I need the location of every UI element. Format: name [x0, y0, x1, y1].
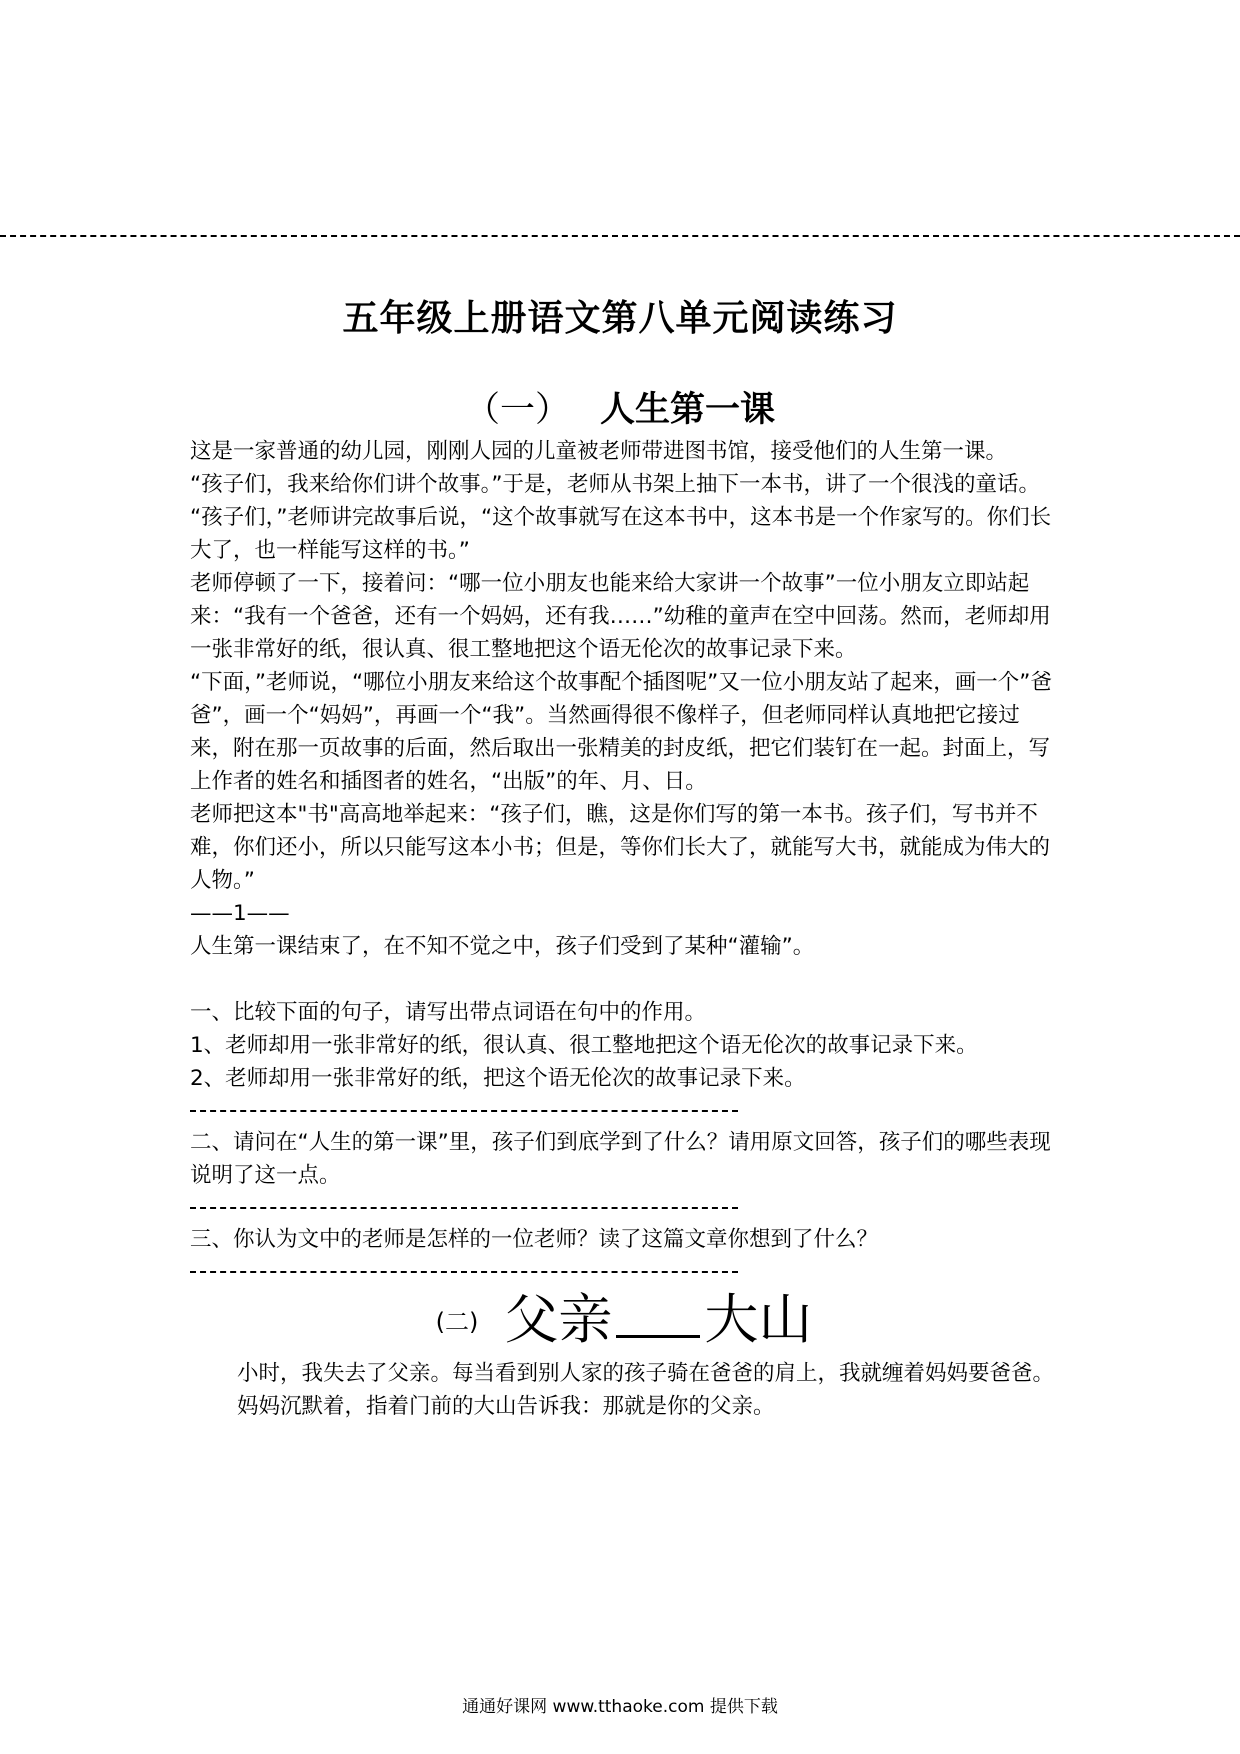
section1-heading [0, 382, 1240, 432]
question2: 二、请问在“人生的第一课”里，孩子们到底学到了什么？请用原文回答，孩子们的哪些表现说明了这一点。 [190, 1130, 1051, 1188]
answer-line [190, 1271, 738, 1273]
section1-closing: 人生第一课结束了，在不知不觉之中，孩子们受到了某种“灌输”。 [190, 934, 815, 959]
blank-line [190, 963, 1058, 996]
section2-paragraph: 小时，我失去了父亲。每当看到别人家的孩子骑在爸爸的肩上，我就缠着妈妈要爸爸。 [237, 1361, 1055, 1386]
section2-heading [190, 1287, 1058, 1353]
question1-sentence-1: 1、老师却用一张非常好的纸，很认真、很工整地把这个语无伦次的故事记录下来。 [190, 1033, 978, 1058]
question3: 三、你认为文中的老师是怎样的一位老师？读了这篇文章你想到了什么？ [190, 1227, 879, 1252]
section1-paragraph: 老师把这本"书"高高地举起来：“孩子们，瞧，这是你们写的第一本书。孩子们，写书并不难，你们还小，所以只能写这本小书；但是，等你们长大了，就能写大书，就能成为伟大的人物。” [190, 802, 1051, 893]
section1-name: 人生第一课 [600, 390, 776, 430]
section1-paragraph: “孩子们，”老师讲完故事后说，“这个故事就写在这本书中，这本书是一个作家写的。你们长大了，也一样能写这样的书。” [190, 505, 1052, 563]
section1-paragraph: “下面，”老师说，“哪位小朋友来给这个故事配个插图呢”又一位小朋友站了起来，画一个”爸爸”，画一个“妈妈”，再画一个“我”。当然画得很不像样子，但老师同样认真地把它接过来，附在那一页故事的后面，然后取出一张精美的封皮纸，把它们装钉在一起。封面上，写上作者的姓名和插图者的姓名，“出版”的年、月、日。 [190, 670, 1052, 794]
answer-line [190, 1207, 738, 1209]
title-blank-line [616, 1325, 700, 1338]
section1-paragraph: “孩子们，我来给你们讲个故事。”于是，老师从书架上抽下一本书，讲了一个很浅的童话。 [190, 472, 1041, 497]
footer-watermark: 通通好课网 www.tthaoke.com 提供下载 [462, 1697, 778, 1717]
section1-number: （一） [464, 390, 570, 430]
top-dashed-rule [0, 235, 1240, 237]
answer-line [190, 1110, 738, 1112]
question1-sentence-2: 2、老师却用一张非常好的纸，把这个语无伦次的故事记录下来。 [190, 1066, 806, 1091]
section2-title-part1: 父亲 [504, 1288, 613, 1351]
question1-prompt: 一、比较下面的句子，请写出带点词语在句中的作用。 [190, 1000, 707, 1025]
page-marker: ——1—— [190, 901, 290, 926]
document-body [190, 435, 1058, 1423]
section2-number: (二) [435, 1308, 479, 1336]
section1-paragraph: 这是一家普通的幼儿园，刚刚人园的儿童被老师带进图书馆，接受他们的人生第一课。 [190, 439, 1008, 464]
section2-paragraph: 妈妈沉默着，指着门前的大山告诉我：那就是你的父亲。 [237, 1394, 775, 1419]
document-title: 五年级上册语文第八单元阅读练习 [342, 298, 898, 339]
section1-paragraph: 老师停顿了一下，接着问：“哪一位小朋友也能来给大家讲一个故事”一位小朋友立即站起来：“我有一个爸爸，还有一个妈妈，还有我……”幼稚的童声在空中回荡。然而，老师却用一张非常好的纸，很认真、很工整地把这个语无伦次的故事记录下来。 [190, 571, 1051, 662]
section2-title-part2: 大山 [704, 1288, 813, 1351]
